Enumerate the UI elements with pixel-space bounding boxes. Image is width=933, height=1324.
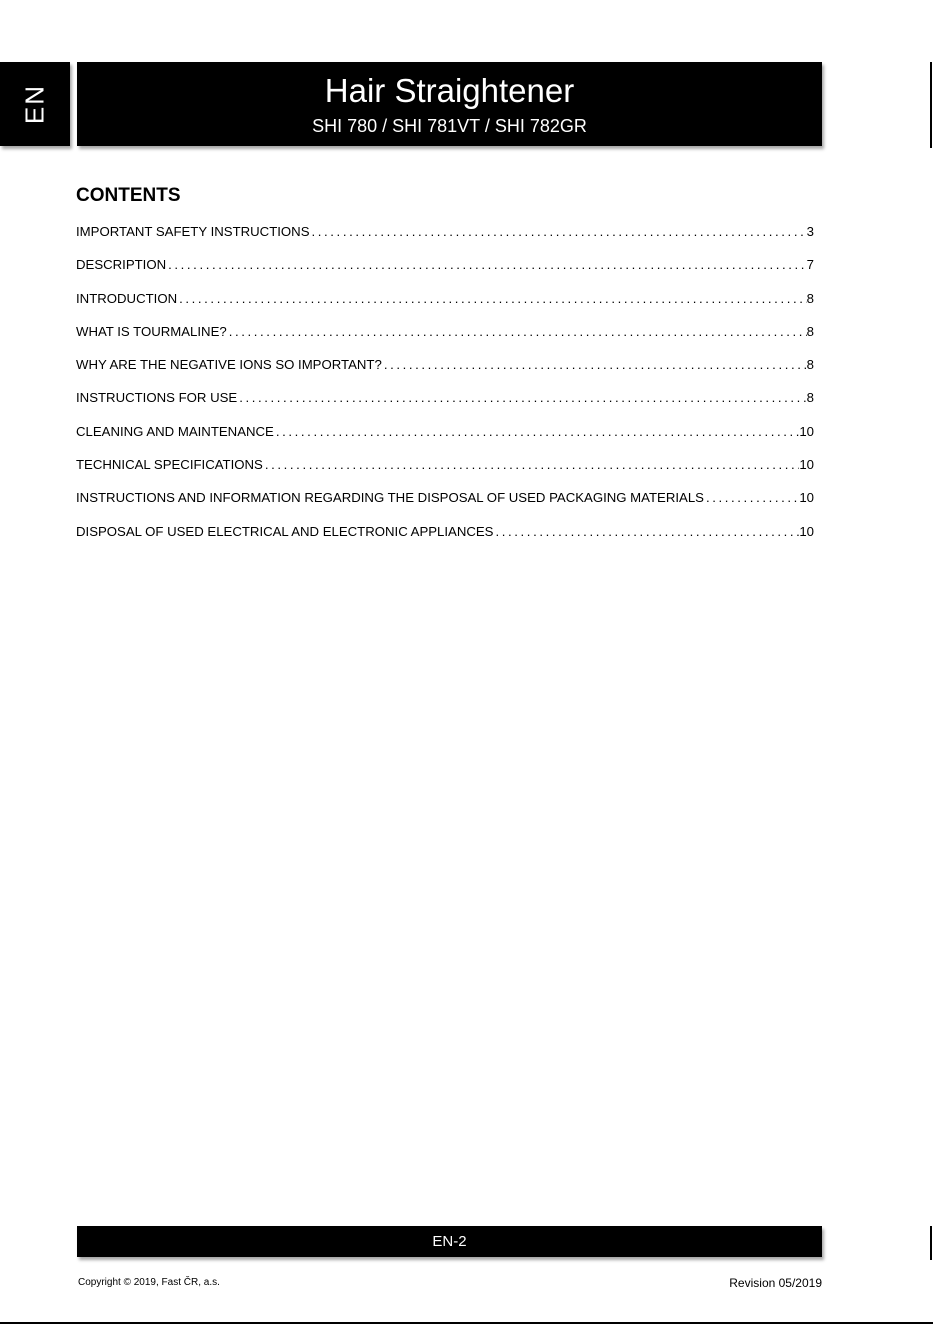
toc-entry[interactable] [76, 522, 814, 555]
toc-entry[interactable] [76, 255, 814, 288]
revision-label: Revision 05/2019 [729, 1276, 822, 1290]
toc-entry-title: INSTRUCTIONS AND INFORMATION REGARDING THE DISPOSAL OF USED PACKAGING MATERIALS [76, 490, 704, 506]
edge-mark-top [930, 62, 932, 148]
toc-leader-dots [704, 488, 799, 508]
toc-leader-dots [310, 222, 807, 242]
model-numbers: SHI 780 / SHI 781VT / SHI 782GR [312, 116, 587, 136]
toc-entry-page: 10 [799, 490, 814, 506]
toc-entry-page: 7 [806, 257, 814, 273]
toc-leader-dots [274, 422, 799, 442]
footer-page-bar [77, 1226, 822, 1257]
toc-entry[interactable] [76, 355, 814, 388]
toc-entry-title: CLEANING AND MAINTENANCE [76, 423, 274, 439]
toc-leader-dots [227, 322, 807, 342]
toc-entry-title: WHY ARE THE NEGATIVE IONS SO IMPORTANT? [76, 357, 382, 373]
toc-entry-page: 10 [799, 423, 814, 439]
toc-leader-dots [263, 455, 799, 475]
toc-entry-page: 10 [799, 523, 814, 539]
toc-entry-title: IMPORTANT SAFETY INSTRUCTIONS [76, 224, 310, 239]
copyright-notice: Copyright © 2019, Fast ČR, a.s. [78, 1277, 220, 1288]
page-number: EN-2 [432, 1233, 467, 1250]
table-of-contents [76, 222, 814, 555]
toc-leader-dots [493, 522, 799, 542]
language-tab [0, 62, 70, 146]
toc-entry-title: DESCRIPTION [76, 257, 167, 273]
toc-entry-page: 8 [806, 323, 814, 339]
toc-entry-title: TECHNICAL SPECIFICATIONS [76, 457, 263, 473]
toc-entry[interactable] [76, 388, 814, 421]
toc-entry-title: INSTRUCTIONS FOR USE [76, 390, 238, 406]
edge-mark-bottom [930, 1226, 932, 1260]
toc-entry-title: INTRODUCTION [76, 290, 178, 306]
language-label: EN [19, 83, 50, 125]
document-title: Hair Straightener [324, 72, 575, 109]
toc-entry-page: 8 [806, 357, 814, 373]
toc-entry-title: WHAT IS TOURMALINE? [76, 323, 227, 339]
toc-entry-page: 8 [806, 390, 814, 406]
toc-entry[interactable] [76, 455, 814, 488]
toc-entry-page: 10 [799, 457, 814, 473]
contents-heading: CONTENTS [76, 185, 181, 206]
toc-entry[interactable] [76, 289, 814, 322]
header-banner [77, 62, 822, 146]
toc-leader-dots [237, 388, 806, 408]
toc-entry-title: DISPOSAL OF USED ELECTRICAL AND ELECTRONIC APPLIANCES [76, 523, 494, 539]
toc-entry[interactable] [76, 322, 814, 355]
toc-leader-dots [177, 289, 807, 309]
toc-entry-page: 8 [806, 290, 814, 306]
toc-leader-dots [166, 255, 807, 275]
toc-entry-page: 3 [806, 224, 814, 239]
toc-leader-dots [382, 355, 807, 375]
toc-entry[interactable] [76, 488, 814, 521]
toc-entry[interactable] [76, 222, 814, 255]
toc-entry[interactable] [76, 422, 814, 455]
